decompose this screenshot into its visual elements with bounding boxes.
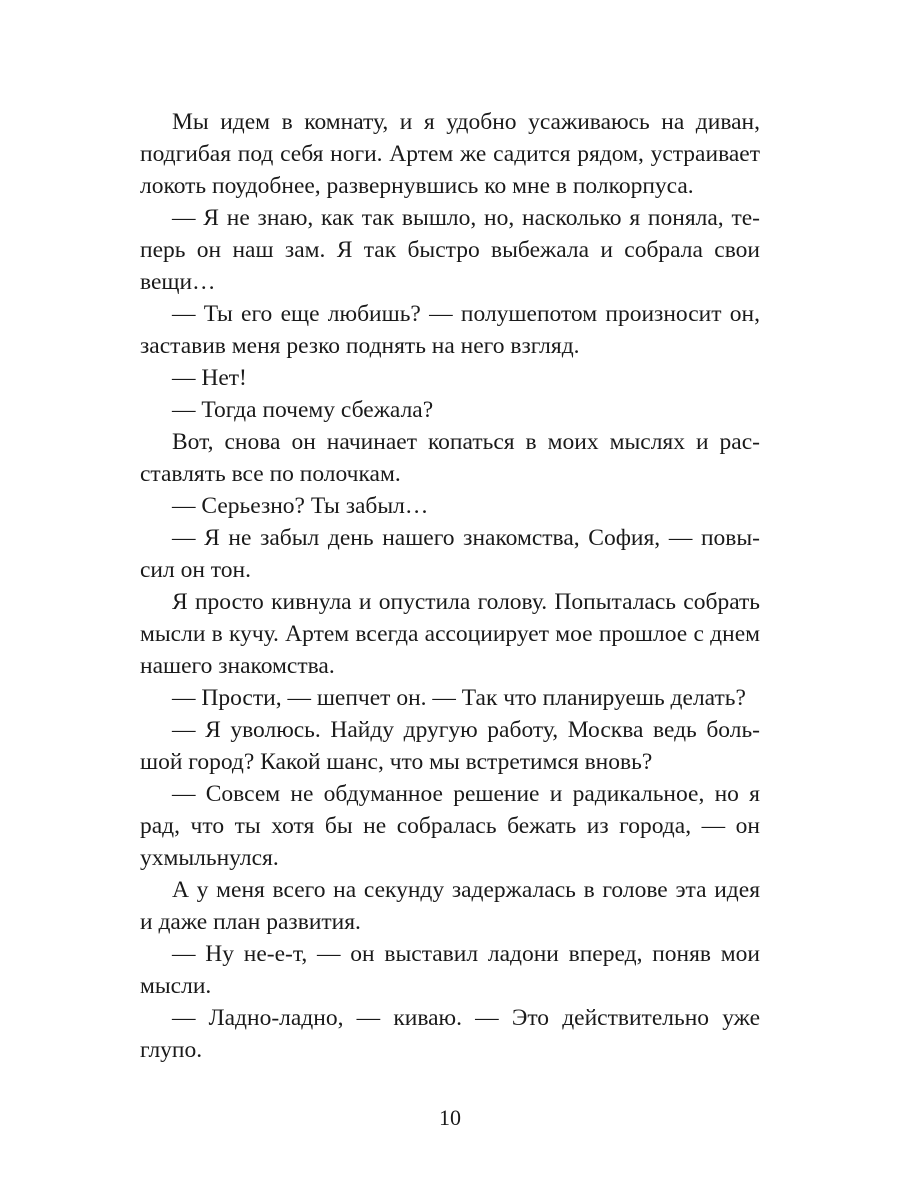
paragraph-8: — Я не забыл день нашего знакомства, София, — повысил он тон. — [140, 525, 760, 583]
paragraph-10: — Прости, — шепчет он. — Так что планируешь делать? — [172, 685, 746, 711]
paragraph-11: — Я уволюсь. Найду другую работу, Москва ведь большой город? Какой шанс, что мы встретимся вновь? — [140, 717, 760, 775]
paragraph-1: Мы идем в комнату, и я удобно усаживаюсь на диван, подгибая под себя ноги. Артем же садится рядом, устраивает локоть поудобнее, развернувшись ко мне в полкорпуса. — [140, 109, 760, 199]
page-number: 10 — [439, 1105, 461, 1130]
paragraph-7: — Серьезно? Ты забыл… — [172, 493, 429, 519]
paragraph-6: Вот, снова он начинает копаться в моих мыслях и расставлять все по полочкам. — [140, 429, 760, 487]
paragraph-4: — Нет! — [172, 365, 247, 391]
paragraph-13: А у меня всего на секунду задержалась в голове эта идея и даже план развития. — [140, 877, 760, 935]
paragraph-5: — Тогда почему сбежала? — [172, 397, 434, 423]
paragraph-2: — Я не знаю, как так вышло, но, насколько я поняла, теперь он наш зам. Я так быстро выбежала и собрала свои вещи… — [140, 205, 760, 295]
book-page-text — [140, 106, 760, 1066]
paragraph-3: — Ты его еще любишь? — полушепотом произносит он, заставив меня резко поднять на него взгляд. — [140, 301, 760, 359]
paragraph-12: — Совсем не обдуманное решение и радикальное, но я рад, что ты хотя бы не собралась бежать из города, — он ухмыльнулся. — [140, 781, 760, 871]
paragraph-14: — Ну не-е-т, — он выставил ладони вперед, поняв мои мысли. — [140, 941, 760, 999]
paragraph-9: Я просто кивнула и опустила голову. Попыталась собрать мысли в кучу. Артем всегда ассоциирует мое прошлое с днем нашего знакомства. — [140, 589, 760, 679]
paragraph-15: — Ладно-ладно, — киваю. — Это действительно уже глупо. — [140, 1005, 760, 1063]
